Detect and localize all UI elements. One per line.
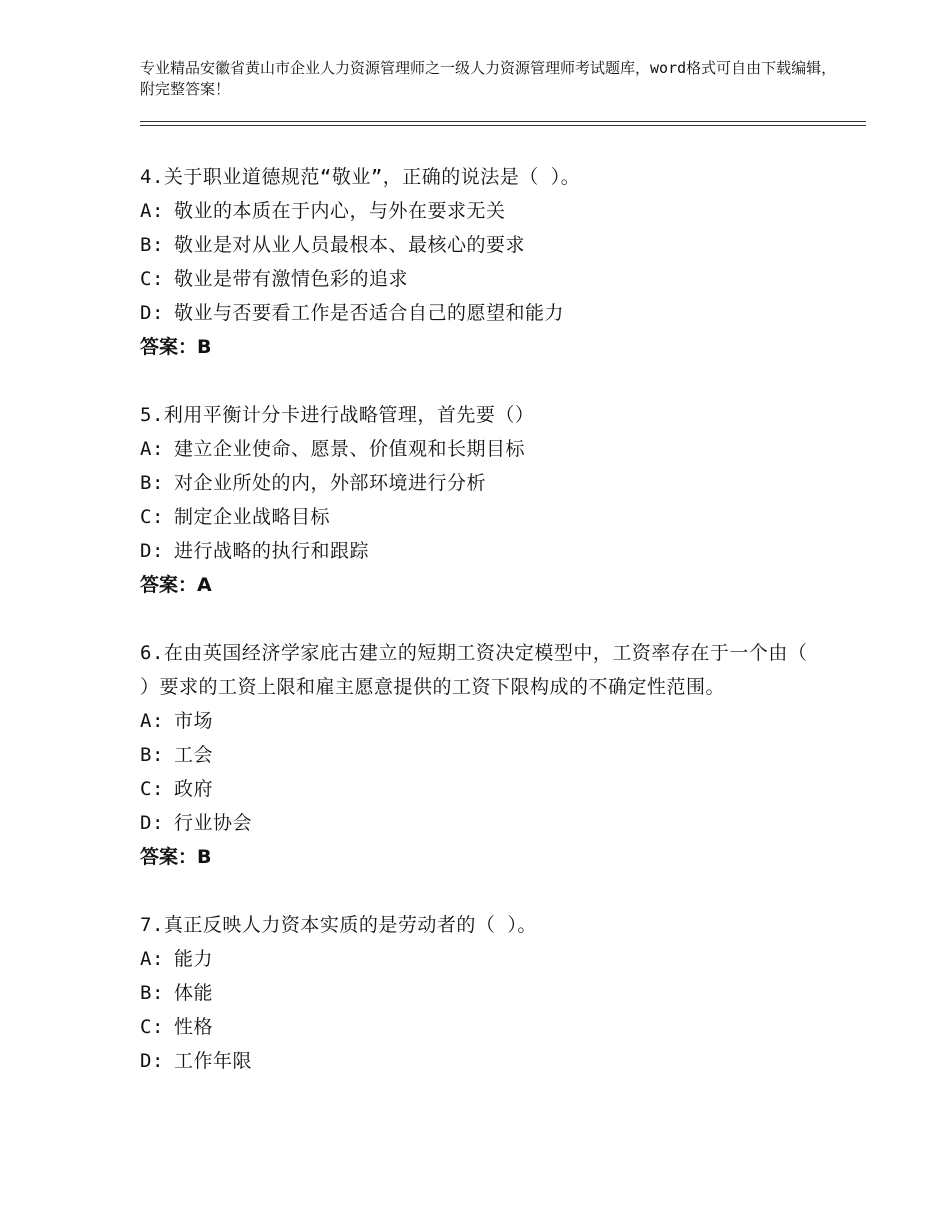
option-text: 政府 xyxy=(174,778,214,800)
option-text: 敬业的本质在于内心，与外在要求无关 xyxy=(174,200,506,222)
answer-line xyxy=(140,330,820,364)
header-rule-bottom xyxy=(140,125,866,126)
option-key: B: xyxy=(140,982,164,1004)
option-text: 工作年限 xyxy=(174,1050,253,1072)
option-a xyxy=(140,194,820,228)
option-a xyxy=(140,432,820,466)
option-key: A: xyxy=(140,438,164,460)
spacer xyxy=(140,364,820,398)
option-key: D: xyxy=(140,1050,164,1072)
option-text: 市场 xyxy=(174,710,214,732)
option-key: A: xyxy=(140,200,164,222)
option-key: C: xyxy=(140,1016,164,1038)
option-a xyxy=(140,704,820,738)
option-d xyxy=(140,1044,820,1078)
header-rule-top xyxy=(140,121,866,122)
option-d xyxy=(140,296,820,330)
option-text: 敬业是带有激情色彩的追求 xyxy=(174,268,409,290)
answer-label: 答案： xyxy=(140,574,198,596)
question-5 xyxy=(140,398,820,602)
option-text: 敬业是对从业人员最根本、最核心的要求 xyxy=(174,234,526,256)
option-key: D: xyxy=(140,540,164,562)
question-stem: 4.关于职业道德规范“敬业”，正确的说法是（ ）。 xyxy=(140,166,581,188)
option-key: C: xyxy=(140,506,164,528)
option-text: 对企业所处的内，外部环境进行分析 xyxy=(174,472,487,494)
answer-value: A xyxy=(197,574,212,596)
option-text: 行业协会 xyxy=(174,812,253,834)
question-4 xyxy=(140,160,820,364)
option-a xyxy=(140,942,820,976)
option-b xyxy=(140,976,820,1010)
option-d xyxy=(140,806,820,840)
option-b xyxy=(140,466,820,500)
answer-line xyxy=(140,840,820,874)
option-key: B: xyxy=(140,472,164,494)
option-key: B: xyxy=(140,744,164,766)
option-c xyxy=(140,1010,820,1044)
option-b xyxy=(140,738,820,772)
answer-line xyxy=(140,568,820,602)
option-text: 制定企业战略目标 xyxy=(174,506,331,528)
answer-label: 答案： xyxy=(140,846,198,868)
option-key: C: xyxy=(140,268,164,290)
option-key: A: xyxy=(140,710,164,732)
option-text: 进行战略的执行和跟踪 xyxy=(174,540,370,562)
option-text: 能力 xyxy=(174,948,214,970)
option-text: 体能 xyxy=(174,982,214,1004)
option-d xyxy=(140,534,820,568)
answer-value: B xyxy=(197,846,212,868)
option-c xyxy=(140,262,820,296)
question-stem: 7.真正反映人力资本实质的是劳动者的（ ）。 xyxy=(140,914,537,936)
option-key: A: xyxy=(140,948,164,970)
question-stem: 6.在由英国经济学家庇古建立的短期工资决定模型中，工资率存在于一个由（ ）要求的工资上限和雇主愿意提供的工资下限构成的不确定性范围。 xyxy=(140,642,808,698)
question-7 xyxy=(140,908,820,1078)
question-stem: 5.利用平衡计分卡进行战略管理，首先要（） xyxy=(140,404,535,426)
question-list xyxy=(140,160,820,1078)
document-header xyxy=(140,58,840,100)
answer-value: B xyxy=(197,336,212,358)
option-key: C: xyxy=(140,778,164,800)
option-b xyxy=(140,228,820,262)
option-c xyxy=(140,772,820,806)
option-c xyxy=(140,500,820,534)
spacer xyxy=(140,874,820,908)
option-key: D: xyxy=(140,302,164,324)
option-key: D: xyxy=(140,812,164,834)
question-6 xyxy=(140,636,820,874)
option-key: B: xyxy=(140,234,164,256)
answer-label: 答案： xyxy=(140,336,198,358)
option-text: 建立企业使命、愿景、价值观和长期目标 xyxy=(174,438,526,460)
option-text: 性格 xyxy=(174,1016,214,1038)
option-text: 工会 xyxy=(174,744,214,766)
header-title: 专业精品安徽省黄山市企业人力资源管理师之一级人力资源管理师考试题库，word格式可自由下载编辑，附完整答案！ xyxy=(140,59,837,98)
spacer xyxy=(140,602,820,636)
option-text: 敬业与否要看工作是否适合自己的愿望和能力 xyxy=(174,302,565,324)
